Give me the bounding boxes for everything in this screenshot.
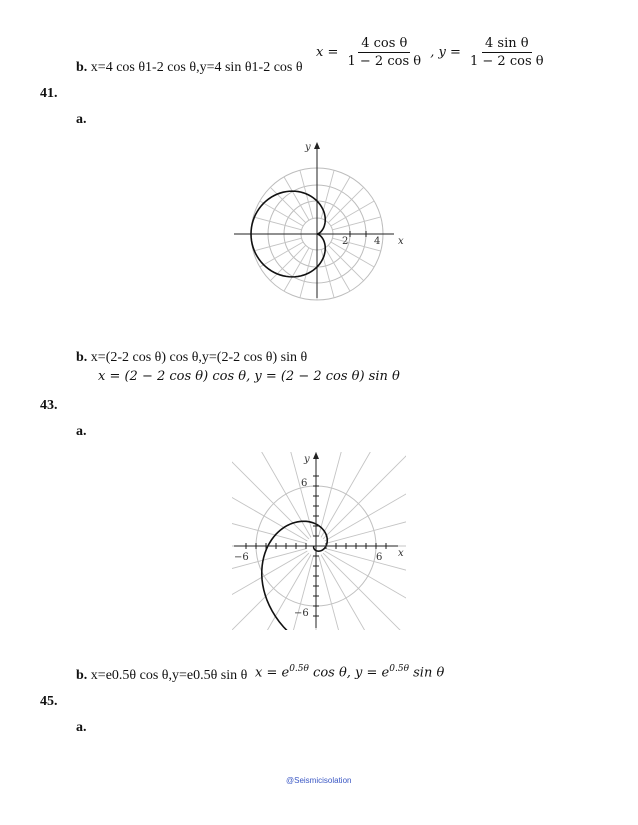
polar-ray: [228, 454, 309, 539]
problem-45-part-b: [76, 668, 247, 684]
eq-y-numerator: 4 sin θ: [482, 36, 532, 53]
part-b-label: b.: [76, 668, 88, 683]
polar-ray: [319, 446, 350, 536]
eq-y-denominator: 1 − 2 cos θ: [470, 54, 544, 69]
problem-43-equation: x = (2 − 2 cos θ) cos θ, y = (2 − 2 cos θ) sin θ: [98, 369, 400, 384]
eq-x-lhs: x =: [316, 45, 339, 60]
y-axis-arrow-icon: [314, 142, 320, 149]
part-b-plain-text: x=(2-2 cos θ) cos θ,y=(2-2 cos θ) sin θ: [90, 350, 308, 365]
eq-x-fraction: [345, 36, 425, 69]
problem-43-number: 43.: [40, 398, 58, 413]
polar-ray: [332, 217, 380, 230]
polar-ray: [282, 556, 313, 632]
polar-ray: [228, 553, 309, 632]
eq-x-denominator: 1 − 2 cos θ: [347, 54, 422, 69]
eq-y-fraction: [467, 36, 547, 69]
problem-41-equation: [316, 36, 549, 69]
y-axis-label: y: [304, 454, 310, 465]
problem-41-part-a-label: a.: [76, 112, 87, 127]
figure-cardioid-polar-graph: [228, 138, 412, 302]
y-axis-label: y: [305, 142, 311, 153]
eq-x-lhs: x = e: [255, 665, 290, 681]
eq-end: sin θ: [409, 665, 445, 681]
x-axis-label: x: [398, 548, 404, 559]
eq-middle: cos θ, y = e: [308, 665, 390, 681]
tick-6-top-label: 6: [301, 478, 308, 489]
polar-ray: [323, 454, 408, 539]
problem-41-number: 41.: [40, 86, 58, 101]
part-b-plain-text: x=e0.5θ cos θ,y=e0.5θ sin θ: [90, 668, 248, 683]
polar-ray: [253, 238, 301, 251]
problem-45-number: 45.: [40, 694, 58, 709]
eq-exponent-2: 0.5θ: [389, 664, 409, 674]
problem-43-part-b: [76, 350, 307, 366]
y-axis-arrow-icon: [313, 452, 319, 459]
polar-rays: [228, 446, 412, 632]
tick-2-label: 2: [342, 236, 349, 247]
eq-x-numerator: 4 cos θ: [358, 36, 410, 53]
problem-41-part-b: [76, 60, 303, 76]
tick-4-label: 4: [374, 236, 381, 247]
part-b-plain-text: x=4 cos θ1-2 cos θ,y=4 sin θ1-2 cos θ: [90, 60, 303, 75]
problem-45-part-a-label: a.: [76, 720, 87, 735]
watermark-text: @Seismicisolation: [286, 776, 352, 785]
part-b-label: b.: [76, 350, 88, 365]
part-b-label: b.: [76, 60, 88, 75]
problem-45-equation: [255, 664, 444, 680]
polar-ray: [253, 217, 301, 230]
axes: [234, 146, 394, 298]
tick-neg6-bottom-label: −6: [294, 608, 309, 619]
eq-exponent-1: 0.5θ: [289, 664, 309, 674]
axes: [234, 456, 398, 628]
polar-ray: [319, 556, 350, 632]
x-axis-label: x: [398, 236, 404, 247]
problem-43-part-a-label: a.: [76, 424, 87, 439]
polar-ray: [228, 512, 306, 543]
tick-neg6-left-label: −6: [234, 552, 249, 563]
tick-6-right-label: 6: [376, 552, 383, 563]
figure-spiral-polar-graph: [228, 446, 412, 632]
eq-y-lhs: , y =: [430, 45, 461, 60]
